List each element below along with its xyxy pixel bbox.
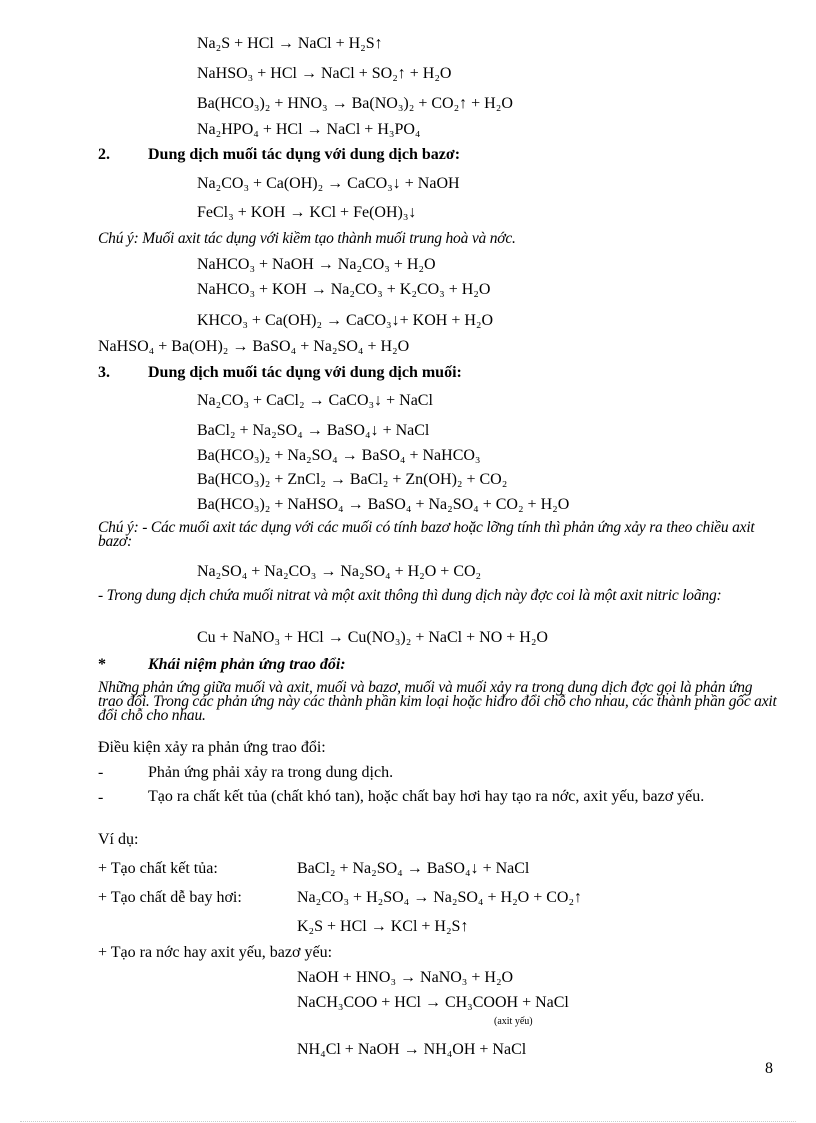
note: - Trong dung dịch chứa muối nitrat và một axit thông thì dung dịch này đợc coi là một axit nitric loãng: xyxy=(98,587,722,604)
example-label: + Tạo chất dễ bay hơi: xyxy=(98,889,242,906)
equation: KHCO₃ + Ca(OH)₂ → CaCO₃↓+ KOH + H₂O xyxy=(197,312,494,329)
equation: NaHSO₃ + HCl → NaCl + SO₂↑ + H₂O xyxy=(197,65,452,82)
equation: Ba(HCO₃)₂ + Na₂SO₄ → BaSO₄ + NaHCO₃ xyxy=(197,447,481,464)
paragraph: Điều kiện xảy ra phản ứng trao đổi: xyxy=(98,739,326,756)
equation: Na₂SO₄ + Na₂CO₃ → Na₂SO₄ + H₂O + CO₂ xyxy=(197,563,482,580)
section-heading: Dung dịch muối tác dụng với dung dịch bazơ: xyxy=(148,146,461,163)
equation: NaHCO₃ + KOH → Na₂CO₃ + K₂CO₃ + H₂O xyxy=(197,281,491,298)
section-number: 3. xyxy=(98,364,110,381)
list-dash: - xyxy=(98,789,104,806)
example-label: + Tạo chất kết tủa: xyxy=(98,860,218,877)
note: Chú ý: Muối axit tác dụng với kiềm tạo thành muối trung hoà và nớc. xyxy=(98,230,516,247)
list-item: Phản ứng phải xảy ra trong dung dịch. xyxy=(148,764,394,781)
section-number: 2. xyxy=(98,146,110,163)
equation: Na₂CO₃ + CaCl₂ → CaCO₃↓ + NaCl xyxy=(197,392,433,409)
annotation: (axit yếu) xyxy=(494,1016,533,1027)
page-number: 8 xyxy=(765,1060,773,1077)
section-heading: Khái niệm phản ứng trao đổi: xyxy=(148,656,346,673)
equation: NaHCO₃ + NaOH → Na₂CO₃ + H₂O xyxy=(197,256,436,273)
equation: Ba(HCO₃)₂ + HNO₃ → Ba(NO₃)₂ + CO₂↑ + H₂O xyxy=(197,95,513,112)
page-bottom-rule xyxy=(20,1121,796,1122)
list-dash: - xyxy=(98,764,104,781)
equation: Na₂CO₃ + Ca(OH)₂ → CaCO₃↓ + NaOH xyxy=(197,175,460,192)
equation: NaHSO₄ + Ba(OH)₂ → BaSO₄ + Na₂SO₄ + H₂O xyxy=(98,338,410,355)
equation: Ba(HCO₃)₂ + NaHSO₄ → BaSO₄ + Na₂SO₄ + CO₂ + H₂O xyxy=(197,496,570,513)
equation: NaCH₃COO + HCl → CH₃COOH + NaCl xyxy=(297,994,569,1011)
equation: NH₄Cl + NaOH → NH₄OH + NaCl xyxy=(297,1041,527,1058)
example-label: + Tạo ra nớc hay axit yếu, bazơ yếu: xyxy=(98,944,333,961)
equation: Na₂CO₃ + H₂SO₄ → Na₂SO₄ + H₂O + CO₂↑ xyxy=(297,889,583,906)
equation: Na₂HPO₄ + HCl → NaCl + H₃PO₄ xyxy=(197,121,421,138)
paragraph: Ví dụ: xyxy=(98,831,139,848)
equation: K₂S + HCl → KCl + H₂S↑ xyxy=(297,918,469,935)
note: Chú ý: - Các muối axit tác dụng với các muối có tính bazơ hoặc lỡng tính thì phản ứng xảy ra theo chiều axit bazơ: xyxy=(98,519,755,550)
equation: FeCl₃ + KOH → KCl + Fe(OH)₃↓ xyxy=(197,204,417,221)
equation: BaCl₂ + Na₂SO₄ → BaSO₄↓ + NaCl xyxy=(297,860,530,877)
list-item: Tạo ra chất kết tủa (chất khó tan), hoặc chất bay hơi hay tạo ra nớc, axit yếu, bazơ yếu. xyxy=(148,788,705,805)
equation: Na₂S + HCl → NaCl + H₂S↑ xyxy=(197,35,383,52)
equation: NaOH + HNO₃ → NaNO₃ + H₂O xyxy=(297,969,514,986)
equation: BaCl₂ + Na₂SO₄ → BaSO₄↓ + NaCl xyxy=(197,422,430,439)
section-heading: Dung dịch muối tác dụng với dung dịch muối: xyxy=(148,364,462,381)
section-number: * xyxy=(98,656,106,673)
equation: Ba(HCO₃)₂ + ZnCl₂ → BaCl₂ + Zn(OH)₂ + CO₂ xyxy=(197,471,508,488)
definition-paragraph: Những phản ứng giữa muối và axit, muối và bazơ, muối và muối xảy ra trong dung dịch đợc gọi là phản ứng trao đổi. Trong các phản ứng này các thành phần kim loại hoặc hiđro đổi chỗ cho nhau, các thành phần gốc axit đổi chỗ cho nhau. xyxy=(98,679,777,724)
equation: Cu + NaNO₃ + HCl → Cu(NO₃)₂ + NaCl + NO + H₂O xyxy=(197,629,548,646)
